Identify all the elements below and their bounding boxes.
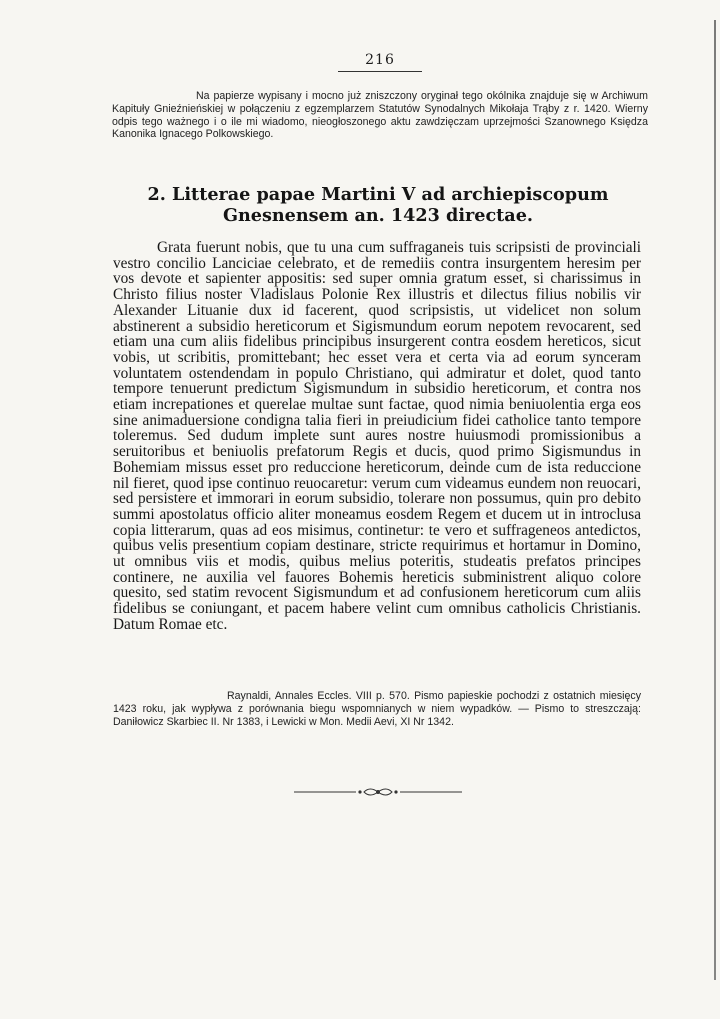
page-number-rule	[338, 71, 422, 72]
document-heading: 2. Litterae papae Martini V ad archiepiscopum Gnesnensem an. 1423 directae.	[147, 184, 609, 226]
ornamental-divider-icon	[294, 786, 462, 798]
page-edge-shadow	[714, 20, 716, 980]
footnote-top: Na papierze wypisany i mocno już zniszczony oryginał tego okólnika znajduje się w Archiwum Kapituły Gnieźnieńskiej w połączeniu z egzemplarzem Statutów Synodalnych Mikołaja Trąby z r. 1420. Wierny odpis tego ważnego i o ile mi wiadomo, nieogłoszonego aktu zawdzięczam uprzejmości Szanownego Księdza Kanonika Ignacego Polkowskiego.	[112, 90, 648, 141]
page-number: 216	[365, 52, 395, 68]
source-note: Raynaldi, Annales Eccles. VIII p. 570. Pismo papieskie pochodzi z ostatnich miesięcy 1423 roku, jak wypływa z porównania biegu wspomnianych w niem wypadków. — Pismo to streszczają: Daniłowicz Skarbiec II. Nr 1383, i Lewicki w Mon. Medii Aevi, XI Nr 1342.	[113, 690, 641, 728]
document-body: Grata fuerunt nobis, que tu una cum suffraganeis tuis scripsisti de provinciali vestro concilio Lanciciae celebrato, et de remediis contra insurgentem heresim per vos devote et sapienter appositis: sed super omnia gratum esset, si charissimus in Christo filius noster Vladislaus Polonie Rex illustris et dilectus filius nobilis vir Alexander Lituanie dux id facerent, quod scripsistis, ut videlicet non solum abstinerent a subsidio hereticorum et Sigismundum eorum nepotem revocarent, sed etiam una cum aliis fidelibus principibus insurgerent contra eosdem hereticos, sicut vobis, ut scribitis, promittebant; hec esset vera et certa via ad eorum synceram voluntatem ostendendam in populo Christiano, qui admiratur et dolet, quod tanto tempore tenuerunt predictum Sigismundum in subsidio hereticorum, et contra nos etiam increpationes et querelae multae sunt factae, quod nimia beniuolentia erga eos sine animaduersione condigna talia fieri in preiudicium fidei catholice tanto tempore toleremus. Sed dudum implete sunt aures nostre huiusmodi promissionibus a seruitoribus et beniuolis prefatorum Regis et ducis, quod primo Sigismundus in Bohemiam missus esset pro reduccione hereticorum, deinde cum de ista reduccione nil fieret, quod ipse continuo reuocaretur: verum cum videamus eundem non reuocari, sed persistere et immorari in eorum subsidio, tolerare non possumus, quin pro debito summi apostolatus officio aliter moneamus eosdem Regem et ducem ut in introclusa copia litterarum, quas ad eos misimus, continetur: te vero et suffrageneos antedictos, quibus velis presentium copiam destinare, stricte requirimus et hortamur in Domino, ut omnibus viis et modis, quibus melius poteritis, studeatis prefatos principes continere, ne auxilia vel fauores Bohemis hereticis subministrent aliquo colore quesito, sed statim revocent Sigismundum et ad confusionem hereticorum cum aliis fidelibus se coniungant, et pacem habere velint cum omnibus catholicis Christianis. Datum Romae etc.	[113, 239, 641, 633]
